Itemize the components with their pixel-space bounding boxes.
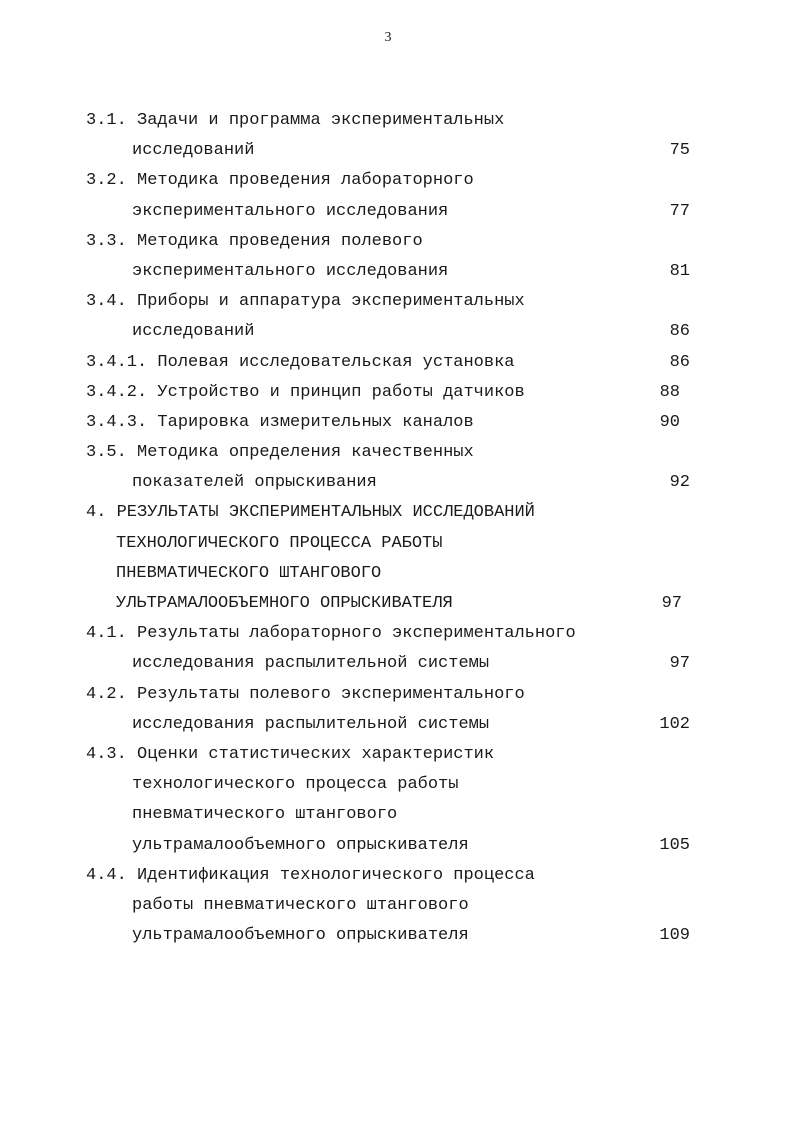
toc-entry-continuation bbox=[86, 649, 696, 679]
toc-entry-continuation bbox=[86, 710, 696, 740]
toc-entry-4-3 bbox=[86, 740, 696, 770]
toc-entry-continuation bbox=[86, 257, 696, 287]
toc-entry-number: 3.4. bbox=[86, 292, 127, 312]
toc-entry-continuation bbox=[86, 197, 696, 227]
toc-entry-title: УЛЬТРАМАЛООБЪЕМНОГО ОПРЫСКИВАТЕЛЯ bbox=[116, 594, 453, 613]
toc-entry-title: Идентификация технологического процесса bbox=[137, 865, 535, 885]
toc-entry-title: исследования распылительной системы bbox=[132, 654, 490, 674]
toc-entry-page: 86 bbox=[669, 352, 690, 372]
toc-entry-continuation bbox=[86, 589, 696, 619]
toc-entry-page: 86 bbox=[669, 322, 690, 342]
toc-entry-title: работы пневматического штангового bbox=[132, 895, 469, 915]
toc-entry-title: ультрамалообъемного опрыскивателя bbox=[132, 926, 469, 946]
page-number: 3 bbox=[384, 30, 392, 45]
toc-entry-page: 81 bbox=[669, 261, 690, 281]
table-of-contents bbox=[86, 106, 696, 951]
toc-entry-number: 4.3. bbox=[86, 744, 127, 764]
toc-entry-title: Устройство и принцип работы датчиков bbox=[157, 382, 525, 402]
toc-entry-number: 3.1. bbox=[86, 111, 127, 130]
toc-entry-title: показателей опрыскивания bbox=[132, 473, 377, 493]
toc-entry-title: технологического процесса работы bbox=[132, 775, 459, 795]
toc-entry-number: 3.2. bbox=[86, 171, 127, 191]
toc-entry-title: ТЕХНОЛОГИЧЕСКОГО ПРОЦЕССА РАБОТЫ bbox=[116, 533, 443, 553]
toc-entry-page: 102 bbox=[659, 714, 690, 734]
toc-entry-number: 4.4. bbox=[86, 865, 127, 885]
toc-entry-continuation bbox=[86, 831, 696, 861]
toc-entry-title: ультрамалообъемного опрыскивателя bbox=[132, 835, 469, 855]
toc-entry-title: исследования распылительной системы bbox=[132, 714, 490, 734]
toc-entry-continuation bbox=[86, 921, 696, 951]
toc-entry-number: 4.2. bbox=[86, 684, 127, 704]
toc-entry-3-4-3 bbox=[86, 408, 696, 438]
toc-entry-page: 77 bbox=[669, 201, 690, 221]
toc-entry-title: Методика определения качественных bbox=[137, 443, 474, 463]
toc-entry-title: экспериментального исследования bbox=[132, 261, 449, 281]
toc-entry-title: РЕЗУЛЬТАТЫ ЭКСПЕРИМЕНТАЛЬНЫХ ИССЛЕДОВАНИЙ bbox=[116, 503, 535, 523]
toc-entry-continuation bbox=[86, 800, 696, 830]
toc-entry-title: Тарировка измерительных каналов bbox=[157, 412, 474, 432]
toc-entry-title: Методика проведения полевого bbox=[137, 231, 423, 251]
toc-entry-continuation bbox=[86, 529, 696, 559]
toc-entry-page: 75 bbox=[669, 141, 690, 161]
toc-entry-3-4 bbox=[86, 287, 696, 317]
toc-entry-page: 90 bbox=[659, 412, 680, 432]
toc-entry-number: 4. bbox=[86, 503, 107, 523]
toc-entry-page: 105 bbox=[659, 835, 690, 855]
toc-entry-3-5 bbox=[86, 438, 696, 468]
toc-entry-page: 97 bbox=[669, 654, 690, 674]
toc-entry-4-2 bbox=[86, 680, 696, 710]
toc-entry-3-4-1 bbox=[86, 348, 696, 378]
toc-entry-3-2 bbox=[86, 166, 696, 196]
toc-entry-title: Результаты лабораторного экспериментального bbox=[137, 624, 576, 644]
toc-entry-number: 3.3. bbox=[86, 231, 127, 251]
toc-entry-title: экспериментального исследования bbox=[132, 201, 449, 221]
toc-entry-number: 4.1. bbox=[86, 624, 127, 644]
toc-entry-title: исследований bbox=[132, 141, 255, 161]
toc-entry-page: 97 bbox=[661, 594, 682, 613]
toc-entry-title: пневматического штангового bbox=[132, 805, 398, 825]
toc-entry-continuation bbox=[86, 136, 696, 166]
toc-entry-title: Методика проведения лабораторного bbox=[137, 171, 474, 191]
toc-entry-3-3 bbox=[86, 227, 696, 257]
toc-entry-title: Полевая исследовательская установка bbox=[157, 352, 515, 372]
toc-entry-title: Задачи и программа экспериментальных bbox=[137, 111, 505, 130]
toc-entry-continuation bbox=[86, 317, 696, 347]
toc-entry-number: 3.4.2. bbox=[86, 382, 148, 402]
toc-entry-continuation bbox=[86, 891, 696, 921]
toc-entry-page: 88 bbox=[659, 382, 680, 402]
toc-entry-title: ПНЕВМАТИЧЕСКОГО ШТАНГОВОГО bbox=[116, 563, 382, 583]
toc-entry-number: 3.4.1. bbox=[86, 352, 148, 372]
toc-entry-3-1 bbox=[86, 106, 696, 136]
toc-entry-4-1 bbox=[86, 619, 696, 649]
toc-entry-page: 109 bbox=[659, 926, 690, 946]
toc-entry-page: 92 bbox=[669, 473, 690, 493]
toc-entry-number: 3.5. bbox=[86, 443, 127, 463]
toc-entry-3-4-2 bbox=[86, 378, 696, 408]
toc-entry-4 bbox=[86, 498, 696, 528]
toc-entry-title: Результаты полевого экспериментального bbox=[137, 684, 525, 704]
toc-entry-continuation bbox=[86, 559, 696, 589]
toc-entry-number: 3.4.3. bbox=[86, 412, 148, 432]
toc-entry-continuation bbox=[86, 468, 696, 498]
toc-entry-title: Оценки статистических характеристик bbox=[137, 744, 495, 764]
toc-entry-4-4 bbox=[86, 861, 696, 891]
toc-entry-title: Приборы и аппаратура экспериментальных bbox=[137, 292, 525, 312]
toc-entry-title: исследований bbox=[132, 322, 255, 342]
toc-entry-continuation bbox=[86, 770, 696, 800]
